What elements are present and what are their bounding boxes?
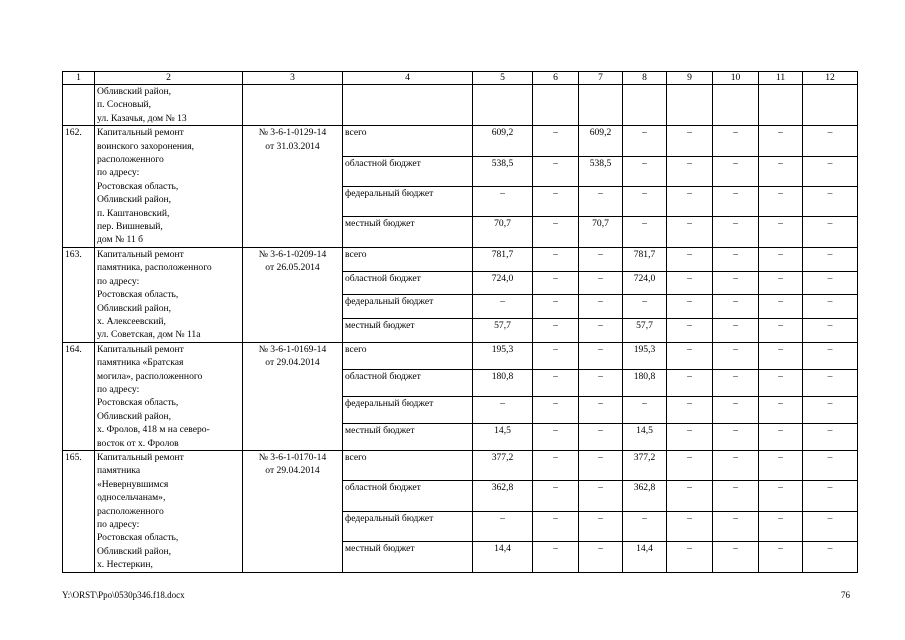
empty-cell <box>667 85 713 126</box>
value-cell: – <box>667 247 713 271</box>
value-cell: – <box>667 481 713 511</box>
value-cell: – <box>533 396 579 423</box>
object-name-cell: Капитальный ремонт памятника «Невернувшимся односельчанам», расположенного по адресу: Ростовская область, Обливский район, х. Нестеркин, <box>95 450 243 572</box>
value-cell: 781,7 <box>623 247 667 271</box>
value-cell: 377,2 <box>473 450 533 480</box>
value-cell: – <box>803 318 858 342</box>
value-cell: – <box>803 511 858 541</box>
value-cell: – <box>533 318 579 342</box>
header-cell: 11 <box>759 72 803 85</box>
funding-source-cell: всего <box>343 342 473 369</box>
value-cell: – <box>623 396 667 423</box>
row-number-cell: 164. <box>63 342 95 450</box>
value-cell: – <box>533 295 579 319</box>
value-cell: – <box>579 450 623 480</box>
value-cell: – <box>713 481 759 511</box>
page-number: 76 <box>841 590 850 600</box>
value-cell: – <box>533 369 579 396</box>
value-cell: – <box>579 187 623 217</box>
value-cell: – <box>667 542 713 572</box>
value-cell: – <box>713 126 759 156</box>
value-cell: – <box>533 511 579 541</box>
value-cell: – <box>579 247 623 271</box>
object-name-cell: Капитальный ремонт воинского захоронения, расположенного по адресу: Ростовская область, Обливский район, п. Каштановский, пер. Вишневый, дом № 11 б <box>95 126 243 248</box>
value-cell: – <box>579 271 623 295</box>
document-number-cell: № 3-6-1-0209-14 от 26.05.2014 <box>243 247 343 342</box>
value-cell: – <box>713 542 759 572</box>
value-cell: 609,2 <box>473 126 533 156</box>
value-cell: – <box>579 511 623 541</box>
value-cell: 57,7 <box>623 318 667 342</box>
table-row <box>63 247 858 271</box>
value-cell: – <box>533 156 579 186</box>
value-cell: – <box>759 126 803 156</box>
value-cell: – <box>803 271 858 295</box>
value-cell: 14,4 <box>623 542 667 572</box>
funding-source-cell: местный бюджет <box>343 217 473 247</box>
value-cell: – <box>713 396 759 423</box>
row-number-cell: 162. <box>63 126 95 248</box>
value-cell: – <box>667 423 713 450</box>
value-cell: – <box>533 271 579 295</box>
value-cell: – <box>473 187 533 217</box>
value-cell: – <box>759 217 803 247</box>
value-cell: 70,7 <box>473 217 533 247</box>
value-cell: – <box>533 542 579 572</box>
value-cell: – <box>713 423 759 450</box>
value-cell: 609,2 <box>579 126 623 156</box>
value-cell: – <box>473 511 533 541</box>
value-cell: – <box>579 542 623 572</box>
value-cell: 724,0 <box>623 271 667 295</box>
funding-source-cell: областной бюджет <box>343 369 473 396</box>
row-number-cell: 165. <box>63 450 95 572</box>
header-cell: 2 <box>95 72 243 85</box>
funding-source-cell: федеральный бюджет <box>343 187 473 217</box>
value-cell: – <box>803 450 858 480</box>
value-cell: 538,5 <box>579 156 623 186</box>
row-number-cell: 163. <box>63 247 95 342</box>
empty-cell <box>803 85 858 126</box>
table-body <box>63 72 858 573</box>
value-cell: – <box>533 126 579 156</box>
empty-cell <box>343 85 473 126</box>
table-row <box>63 126 858 156</box>
value-cell: – <box>713 369 759 396</box>
funding-source-cell: всего <box>343 126 473 156</box>
value-cell: 362,8 <box>623 481 667 511</box>
value-cell: – <box>803 217 858 247</box>
value-cell: – <box>803 481 858 511</box>
value-cell: 195,3 <box>623 342 667 369</box>
empty-cell <box>473 85 533 126</box>
value-cell: – <box>713 295 759 319</box>
empty-cell <box>713 85 759 126</box>
value-cell: – <box>533 187 579 217</box>
header-cell: 4 <box>343 72 473 85</box>
value-cell: – <box>759 542 803 572</box>
value-cell: – <box>759 271 803 295</box>
value-cell: – <box>473 396 533 423</box>
value-cell: – <box>713 511 759 541</box>
value-cell: 781,7 <box>473 247 533 271</box>
value-cell: – <box>623 217 667 247</box>
empty-cell <box>623 85 667 126</box>
header-cell: 1 <box>63 72 95 85</box>
document-number-cell: № 3-6-1-0170-14 от 29.04.2014 <box>243 450 343 572</box>
funding-source-cell: областной бюджет <box>343 156 473 186</box>
value-cell: 14,5 <box>473 423 533 450</box>
empty-cell <box>759 85 803 126</box>
value-cell: – <box>759 511 803 541</box>
value-cell: – <box>667 217 713 247</box>
value-cell: 57,7 <box>473 318 533 342</box>
row-number-cell <box>63 85 95 126</box>
funding-source-cell: федеральный бюджет <box>343 511 473 541</box>
value-cell: – <box>803 369 858 396</box>
header-cell: 12 <box>803 72 858 85</box>
value-cell: – <box>667 342 713 369</box>
funding-source-cell: всего <box>343 247 473 271</box>
table-row <box>63 450 858 480</box>
value-cell: – <box>579 342 623 369</box>
value-cell: – <box>667 187 713 217</box>
continuation-row <box>63 85 858 126</box>
value-cell: – <box>533 217 579 247</box>
value-cell: – <box>579 396 623 423</box>
value-cell: – <box>533 481 579 511</box>
value-cell: 180,8 <box>473 369 533 396</box>
funding-source-cell: местный бюджет <box>343 542 473 572</box>
value-cell: – <box>713 247 759 271</box>
value-cell: – <box>579 295 623 319</box>
value-cell: 538,5 <box>473 156 533 186</box>
value-cell: 180,8 <box>623 369 667 396</box>
document-number-cell: № 3-6-1-0169-14 от 29.04.2014 <box>243 342 343 450</box>
value-cell: – <box>533 247 579 271</box>
footer-file-path: Y:\ORST\Ppo\0530p346.f18.docx <box>62 590 185 600</box>
value-cell: – <box>759 481 803 511</box>
value-cell: – <box>667 295 713 319</box>
value-cell: – <box>713 342 759 369</box>
header-cell: 3 <box>243 72 343 85</box>
value-cell: – <box>759 396 803 423</box>
value-cell: 14,5 <box>623 423 667 450</box>
object-name-cell: Капитальный ремонт памятника, расположенного по адресу: Ростовская область, Обливский район, х. Алексеевский, ул. Советская, дом № 11а <box>95 247 243 342</box>
value-cell: 14,4 <box>473 542 533 572</box>
value-cell: – <box>579 481 623 511</box>
value-cell: – <box>579 369 623 396</box>
header-cell: 10 <box>713 72 759 85</box>
object-name-cell: Обливский район, п. Сосновый, ул. Казачья, дом № 13 <box>95 85 243 126</box>
value-cell: – <box>713 450 759 480</box>
value-cell: – <box>759 295 803 319</box>
value-cell: 377,2 <box>623 450 667 480</box>
value-cell: – <box>759 342 803 369</box>
value-cell: – <box>759 369 803 396</box>
value-cell: – <box>667 369 713 396</box>
value-cell: – <box>579 423 623 450</box>
value-cell: – <box>759 450 803 480</box>
value-cell: – <box>473 295 533 319</box>
budget-table <box>62 71 858 573</box>
value-cell: – <box>713 156 759 186</box>
document-number-cell: № 3-6-1-0129-14 от 31.03.2014 <box>243 126 343 248</box>
funding-source-cell: всего <box>343 450 473 480</box>
value-cell: – <box>803 295 858 319</box>
value-cell: – <box>803 247 858 271</box>
funding-source-cell: областной бюджет <box>343 271 473 295</box>
value-cell: 362,8 <box>473 481 533 511</box>
funding-source-cell: федеральный бюджет <box>343 396 473 423</box>
value-cell: – <box>667 156 713 186</box>
value-cell: – <box>803 126 858 156</box>
table-row <box>63 342 858 369</box>
header-cell: 6 <box>533 72 579 85</box>
header-row <box>63 72 858 85</box>
value-cell: – <box>713 318 759 342</box>
object-name-cell: Капитальный ремонт памятника «Братская могила», расположенного по адресу: Ростовская область, Обливский район, х. Фролов, 418 м на северо- восток от х. Фролов <box>95 342 243 450</box>
value-cell: – <box>533 342 579 369</box>
value-cell: – <box>713 271 759 295</box>
value-cell: – <box>803 342 858 369</box>
funding-source-cell: федеральный бюджет <box>343 295 473 319</box>
value-cell: – <box>759 187 803 217</box>
value-cell: – <box>759 156 803 186</box>
value-cell: – <box>667 318 713 342</box>
empty-cell <box>533 85 579 126</box>
value-cell: – <box>759 423 803 450</box>
value-cell: – <box>579 318 623 342</box>
header-cell: 9 <box>667 72 713 85</box>
value-cell: 195,3 <box>473 342 533 369</box>
value-cell: – <box>623 156 667 186</box>
funding-source-cell: местный бюджет <box>343 423 473 450</box>
funding-source-cell: областной бюджет <box>343 481 473 511</box>
value-cell: – <box>759 318 803 342</box>
value-cell: – <box>667 271 713 295</box>
funding-source-cell: местный бюджет <box>343 318 473 342</box>
value-cell: – <box>623 187 667 217</box>
header-cell: 7 <box>579 72 623 85</box>
value-cell: – <box>623 295 667 319</box>
value-cell: 70,7 <box>579 217 623 247</box>
value-cell: – <box>803 156 858 186</box>
value-cell: – <box>533 423 579 450</box>
empty-cell <box>243 85 343 126</box>
value-cell: – <box>667 126 713 156</box>
value-cell: – <box>803 396 858 423</box>
value-cell: – <box>667 450 713 480</box>
value-cell: – <box>533 450 579 480</box>
value-cell: – <box>623 511 667 541</box>
value-cell: – <box>759 247 803 271</box>
value-cell: – <box>803 542 858 572</box>
header-cell: 8 <box>623 72 667 85</box>
value-cell: – <box>623 126 667 156</box>
value-cell: – <box>667 396 713 423</box>
value-cell: – <box>803 423 858 450</box>
value-cell: – <box>667 511 713 541</box>
value-cell: 724,0 <box>473 271 533 295</box>
value-cell: – <box>803 187 858 217</box>
value-cell: – <box>713 217 759 247</box>
value-cell: – <box>713 187 759 217</box>
empty-cell <box>579 85 623 126</box>
header-cell: 5 <box>473 72 533 85</box>
